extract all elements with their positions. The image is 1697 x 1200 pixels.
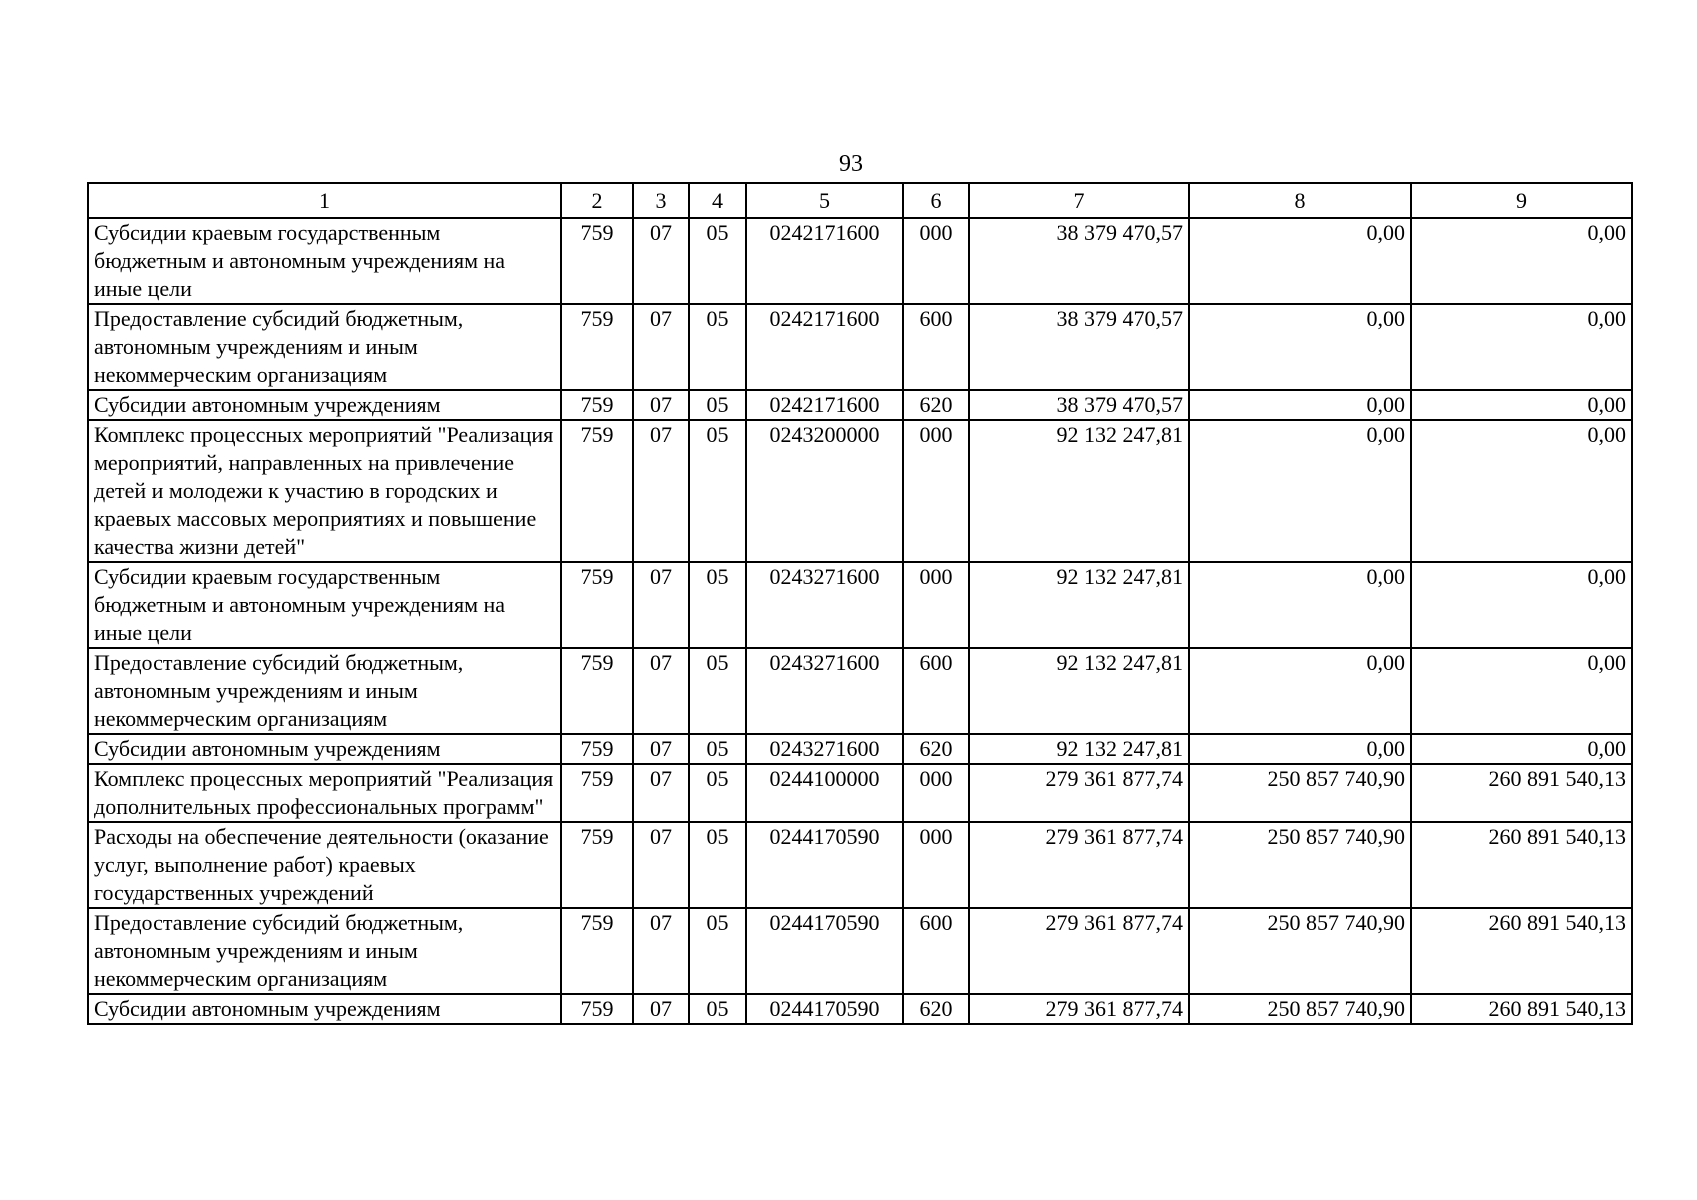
amount-col8: 250 857 740,90	[1189, 764, 1411, 822]
row-name-text: Субсидии автономным учреждениям	[94, 996, 441, 1021]
admin-code: 759	[561, 304, 633, 390]
table-row	[88, 994, 1632, 1024]
row-name-text: Предоставление субсидий бюджетным, автономным учреждениям и иным некоммерческим организациям	[94, 306, 464, 387]
admin-code: 759	[561, 390, 633, 420]
amount-col9: 0,00	[1411, 648, 1632, 734]
section-code: 07	[633, 764, 689, 822]
amount-col8: 0,00	[1189, 734, 1411, 764]
column-header: 5	[746, 183, 903, 218]
column-header: 9	[1411, 183, 1632, 218]
table-row	[88, 420, 1632, 562]
page-number: 93	[839, 151, 863, 177]
row-name-text: Расходы на обеспечение деятельности (оказание услуг, выполнение работ) краевых государственных учреждений	[94, 824, 549, 905]
subsection-code: 05	[689, 304, 746, 390]
row-name-text: Предоставление субсидий бюджетным, автономным учреждениям и иным некоммерческим организациям	[94, 650, 464, 731]
row-name	[88, 994, 561, 1024]
amount-col7: 38 379 470,57	[969, 390, 1189, 420]
subsection-code: 05	[689, 562, 746, 648]
row-name	[88, 734, 561, 764]
subsection-code: 05	[689, 648, 746, 734]
section-code: 07	[633, 822, 689, 908]
table-row	[88, 734, 1632, 764]
amount-col8: 250 857 740,90	[1189, 994, 1411, 1024]
section-code: 07	[633, 994, 689, 1024]
subsection-code: 05	[689, 822, 746, 908]
subsection-code: 05	[689, 420, 746, 562]
section-code: 07	[633, 562, 689, 648]
table-row	[88, 390, 1632, 420]
subsection-code: 05	[689, 390, 746, 420]
amount-col8: 0,00	[1189, 562, 1411, 648]
column-number-header-row	[88, 183, 1632, 218]
expense-type-code: 000	[903, 218, 969, 304]
amount-col7: 279 361 877,74	[969, 822, 1189, 908]
admin-code: 759	[561, 994, 633, 1024]
target-article-code: 0242171600	[746, 390, 903, 420]
expense-type-code: 620	[903, 994, 969, 1024]
amount-col8: 0,00	[1189, 390, 1411, 420]
amount-col7: 38 379 470,57	[969, 304, 1189, 390]
target-article-code: 0244170590	[746, 994, 903, 1024]
row-name	[88, 218, 561, 304]
amount-col8: 0,00	[1189, 218, 1411, 304]
admin-code: 759	[561, 734, 633, 764]
section-code: 07	[633, 908, 689, 994]
section-code: 07	[633, 304, 689, 390]
amount-col9: 260 891 540,13	[1411, 908, 1632, 994]
amount-col7: 92 132 247,81	[969, 648, 1189, 734]
target-article-code: 0244170590	[746, 822, 903, 908]
amount-col7: 279 361 877,74	[969, 908, 1189, 994]
row-name-text: Субсидии автономным учреждениям	[94, 392, 441, 417]
row-name	[88, 562, 561, 648]
amount-col8: 0,00	[1189, 648, 1411, 734]
admin-code: 759	[561, 648, 633, 734]
row-name-text: Комплекс процессных мероприятий "Реализация дополнительных профессиональных программ"	[94, 766, 554, 819]
column-header: 4	[689, 183, 746, 218]
target-article-code: 0243271600	[746, 562, 903, 648]
amount-col9: 0,00	[1411, 390, 1632, 420]
amount-col8: 250 857 740,90	[1189, 822, 1411, 908]
amount-col9: 0,00	[1411, 420, 1632, 562]
expense-type-code: 000	[903, 562, 969, 648]
amount-col7: 279 361 877,74	[969, 764, 1189, 822]
table-body	[88, 218, 1632, 1024]
row-name	[88, 764, 561, 822]
amount-col8: 0,00	[1189, 420, 1411, 562]
target-article-code: 0243200000	[746, 420, 903, 562]
amount-col9: 260 891 540,13	[1411, 994, 1632, 1024]
table-row	[88, 822, 1632, 908]
table-row	[88, 908, 1632, 994]
expense-type-code: 620	[903, 390, 969, 420]
row-name-text: Комплекс процессных мероприятий "Реализация мероприятий, направленных на привлечение детей и молодежи к участию в городских и краевых массовых мероприятиях и повышение качества жизни детей"	[94, 422, 554, 559]
amount-col9: 0,00	[1411, 562, 1632, 648]
admin-code: 759	[561, 420, 633, 562]
table-row	[88, 764, 1632, 822]
row-name	[88, 390, 561, 420]
target-article-code: 0242171600	[746, 304, 903, 390]
admin-code: 759	[561, 908, 633, 994]
subsection-code: 05	[689, 218, 746, 304]
amount-col7: 279 361 877,74	[969, 994, 1189, 1024]
subsection-code: 05	[689, 908, 746, 994]
amount-col9: 260 891 540,13	[1411, 822, 1632, 908]
amount-col9: 0,00	[1411, 218, 1632, 304]
admin-code: 759	[561, 562, 633, 648]
amount-col7: 92 132 247,81	[969, 562, 1189, 648]
amount-col7: 92 132 247,81	[969, 734, 1189, 764]
table-row	[88, 562, 1632, 648]
column-header: 7	[969, 183, 1189, 218]
row-name-text: Субсидии краевым государственным бюджетным и автономным учреждениям на иные цели	[94, 220, 506, 301]
amount-col8: 250 857 740,90	[1189, 908, 1411, 994]
target-article-code: 0243271600	[746, 648, 903, 734]
amount-col8: 0,00	[1189, 304, 1411, 390]
column-header: 1	[88, 183, 561, 218]
section-code: 07	[633, 420, 689, 562]
row-name	[88, 648, 561, 734]
target-article-code: 0242171600	[746, 218, 903, 304]
expense-type-code: 600	[903, 908, 969, 994]
section-code: 07	[633, 390, 689, 420]
column-header: 8	[1189, 183, 1411, 218]
amount-col9: 0,00	[1411, 304, 1632, 390]
budget-table	[87, 182, 1633, 1025]
subsection-code: 05	[689, 764, 746, 822]
row-name-text: Субсидии краевым государственным бюджетным и автономным учреждениям на иные цели	[94, 564, 506, 645]
target-article-code: 0244100000	[746, 764, 903, 822]
table-row	[88, 304, 1632, 390]
amount-col9: 0,00	[1411, 734, 1632, 764]
subsection-code: 05	[689, 734, 746, 764]
column-header: 6	[903, 183, 969, 218]
amount-col7: 92 132 247,81	[969, 420, 1189, 562]
row-name-text: Предоставление субсидий бюджетным, автономным учреждениям и иным некоммерческим организациям	[94, 910, 464, 991]
expense-type-code: 000	[903, 822, 969, 908]
expense-type-code: 600	[903, 648, 969, 734]
section-code: 07	[633, 218, 689, 304]
table-row	[88, 218, 1632, 304]
subsection-code: 05	[689, 994, 746, 1024]
target-article-code: 0243271600	[746, 734, 903, 764]
target-article-code: 0244170590	[746, 908, 903, 994]
expense-type-code: 000	[903, 420, 969, 562]
row-name-text: Субсидии автономным учреждениям	[94, 736, 441, 761]
column-header: 2	[561, 183, 633, 218]
row-name	[88, 908, 561, 994]
admin-code: 759	[561, 764, 633, 822]
section-code: 07	[633, 734, 689, 764]
table-row	[88, 648, 1632, 734]
row-name	[88, 822, 561, 908]
row-name	[88, 420, 561, 562]
amount-col7: 38 379 470,57	[969, 218, 1189, 304]
expense-type-code: 600	[903, 304, 969, 390]
admin-code: 759	[561, 822, 633, 908]
section-code: 07	[633, 648, 689, 734]
admin-code: 759	[561, 218, 633, 304]
expense-type-code: 000	[903, 764, 969, 822]
row-name	[88, 304, 561, 390]
expense-type-code: 620	[903, 734, 969, 764]
amount-col9: 260 891 540,13	[1411, 764, 1632, 822]
column-header: 3	[633, 183, 689, 218]
